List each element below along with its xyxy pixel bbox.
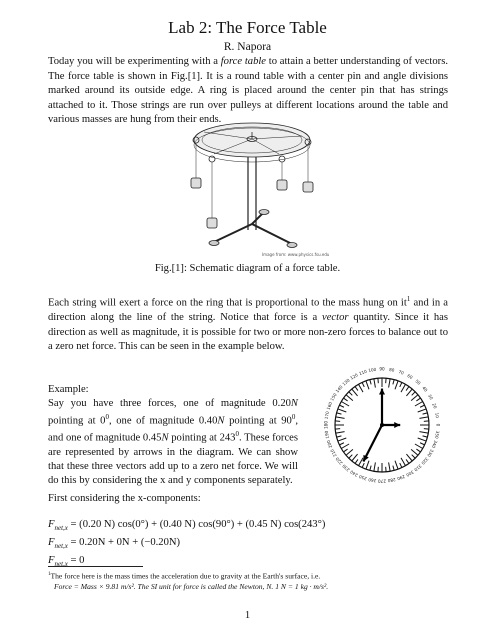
dial-angle-label: 80	[388, 366, 395, 373]
dial-tick	[406, 389, 412, 396]
footnote	[48, 570, 453, 592]
dial-tick	[349, 455, 353, 459]
author-name: R. Napora	[223, 41, 272, 53]
dial-angle-label: 250	[358, 473, 368, 482]
dial-tick	[339, 443, 344, 445]
dial-tick	[374, 379, 376, 388]
dial-tick	[336, 417, 345, 419]
figure-caption: Fig.[1]: Schematic diagram of a force table.	[154, 263, 341, 274]
dial-center-point	[380, 423, 384, 427]
dial-angle-label: 240	[349, 469, 359, 478]
dial-angle-label: 180	[323, 421, 329, 429]
dial-tick	[406, 386, 409, 390]
dial-angle-label: 310	[413, 463, 423, 473]
dial-angle-label: 270	[378, 478, 386, 484]
unit-n: N	[217, 415, 225, 427]
footnote-line-2: Force = Mass × 9.81 m/s². The SI unit for force is called the Newton, N. 1 N = 1 kg · m/s².	[54, 581, 329, 591]
dial-tick	[338, 438, 346, 441]
footnote-number: 1	[48, 572, 51, 577]
second-paragraph	[48, 292, 448, 355]
force-table-term: force table	[220, 56, 267, 67]
dial-tick	[423, 436, 428, 437]
example-text: pointing at 90	[224, 415, 292, 427]
dial-tick	[415, 402, 423, 407]
dial-tick	[400, 382, 402, 387]
dial-tick	[352, 389, 358, 396]
page-title: Lab 2: The Force Table	[168, 18, 327, 37]
example-text: pointing at 243	[168, 432, 236, 444]
equation-line	[48, 536, 325, 554]
dial-tick	[366, 381, 369, 389]
dial-angle-label: 220	[334, 456, 344, 466]
dial-angle-label: 30	[426, 393, 434, 401]
dial-angle-label: 340	[430, 439, 439, 449]
eq-rhs: = 0	[67, 555, 85, 567]
image-credit: Image from: www.physics.fsu.edu	[262, 252, 329, 257]
mass-2	[303, 182, 313, 192]
equation-line	[48, 518, 325, 536]
dial-angle-label: 300	[405, 469, 415, 478]
dial-tick	[401, 458, 406, 466]
dial-tick	[406, 454, 412, 461]
dial-tick	[393, 380, 394, 385]
dial-angle-label: 70	[397, 369, 405, 376]
dial-tick	[420, 443, 425, 445]
tripod-base	[214, 212, 292, 244]
dial-angle-label: 110	[358, 368, 368, 377]
dial-tick	[349, 392, 353, 396]
dial-tick	[359, 458, 364, 466]
dial-angle-label: 40	[421, 385, 429, 393]
dial-tick	[341, 444, 349, 449]
degree-mark: 0	[235, 430, 239, 439]
dial-angle-label: 330	[426, 448, 435, 458]
unit-n: N	[290, 397, 298, 409]
dial-angle-label: 90	[379, 366, 385, 372]
dial-tick	[362, 382, 364, 387]
intro-text-1: Today you will be experimenting with a	[48, 56, 221, 67]
dial-angle-label: 160	[325, 401, 334, 411]
dial-angle-label: 320	[420, 456, 430, 466]
dial-angle-label: 100	[367, 366, 377, 374]
dial-tick	[336, 432, 345, 434]
dial-angle-label: 290	[396, 473, 406, 482]
dial-tick	[415, 444, 423, 449]
dial-tick	[416, 449, 420, 452]
equation-block	[48, 518, 325, 572]
intro-text-2: to attain a better understanding of vectors. The force table is shown in Fig.[1]. It is a round table with a center pin and angle divisions marked around its outside edge. A ring is placed around the center pin that has strings attached to it. Those strings are run over pulleys at different locations around the table and various masses are hung from their ends.	[48, 56, 448, 126]
dial-angle-label: 140	[334, 384, 344, 394]
dial-angle-label: 0	[435, 423, 441, 427]
eq-lhs: F	[48, 519, 55, 530]
eq-sub: net,x	[54, 560, 68, 569]
dial-angle-label: 120	[349, 372, 359, 381]
force-arrow	[363, 425, 382, 462]
example-block	[48, 383, 298, 487]
dial-tick	[366, 461, 369, 469]
mass-4	[207, 218, 217, 228]
dial-tick	[362, 463, 364, 468]
example-text: . These forces are represented by arrows in the diagram. We can show that these three vectors add up to a zero net force. We will do this by considering the x and y components separately.	[48, 432, 298, 486]
force-arrowhead	[379, 389, 385, 395]
dial-tick	[423, 413, 428, 414]
dial-angle-label: 280	[387, 476, 397, 484]
unit-n: N	[161, 432, 169, 444]
mass-3	[277, 180, 287, 190]
dial-tick	[343, 398, 347, 401]
dial-angle-label: 350	[433, 430, 441, 440]
degree-mark: 0	[291, 412, 296, 421]
dial-angle-label: 50	[414, 378, 422, 386]
p2-text-2: and in a direction along the line of the string. Notice that force is a	[48, 297, 448, 324]
force-table-figure	[174, 112, 329, 260]
example-text: , one of magnitude 0.40	[108, 415, 218, 427]
dial-tick	[393, 466, 394, 471]
eq-sub: net,x	[54, 524, 68, 533]
dial-angle-label: 190	[323, 430, 331, 440]
footnote-text-1: The force here is the mass times the acceleration due to gravity at the Earth's surface, i.e.	[50, 571, 321, 581]
dial-tick	[419, 417, 428, 419]
eq-lhs: F	[48, 537, 55, 549]
dial-tick	[343, 449, 347, 452]
angle-dial-diagram	[303, 362, 461, 488]
vector-term: vector	[322, 312, 349, 324]
dial-angle-label: 60	[406, 373, 414, 381]
dial-tick	[418, 438, 426, 441]
page-number: 1	[244, 610, 251, 621]
p2-text-3: quantity. Since it has direction as well as magnitude, it is possible for two or more non-zero forces to balance out to a zero net force. This can be seen in the example below.	[48, 312, 448, 353]
dial-tick	[355, 459, 358, 463]
dial-angle-label: 130	[341, 377, 351, 387]
dial-tick	[346, 449, 353, 455]
dial-tick	[412, 392, 416, 396]
dial-angle-label: 260	[367, 476, 377, 484]
dial-tick	[339, 405, 344, 407]
dial-angle-label: 150	[329, 392, 338, 402]
x-components-intro: First considering the x-components:	[48, 493, 201, 504]
dial-tick	[419, 432, 428, 434]
dial-tick	[352, 454, 358, 461]
dial-angle-label: 200	[325, 439, 334, 449]
force-table-drawing	[174, 112, 329, 260]
dial-tick	[401, 384, 406, 392]
dial-angle-label: 20	[431, 402, 438, 410]
pulley-4	[209, 156, 215, 162]
dial-angle-label: 170	[323, 410, 331, 420]
p2-text-1: Each string will exert a force on the ring that is proportional to the mass hung on it	[48, 297, 407, 309]
footnote-line-1	[48, 570, 453, 582]
example-text: , and one of magnitude 0.45	[48, 415, 298, 444]
example-text: pointing at 0	[48, 415, 106, 427]
dial-tick	[420, 405, 425, 407]
dial-tick	[395, 461, 398, 469]
dial-tick	[341, 402, 349, 407]
dial-tick	[395, 381, 398, 389]
dial-angle-label: 10	[434, 412, 441, 419]
dial-tick	[370, 380, 371, 385]
mass-1	[191, 178, 201, 188]
footnote-rule	[48, 566, 143, 567]
dial-tick	[359, 384, 364, 392]
dial-tick	[412, 455, 416, 459]
dial-tick	[370, 466, 371, 471]
eq-lhs: F	[48, 555, 55, 567]
example-text: Say you have three forces, one of magnitude 0.20	[48, 397, 291, 409]
dial-angle-label: 230	[341, 463, 351, 473]
dial-tick	[411, 395, 418, 401]
dial-tick	[389, 379, 391, 388]
dial-tick	[416, 398, 420, 401]
dial-tick	[338, 409, 346, 412]
dial-angle-label: 210	[329, 448, 338, 458]
dial-tick	[400, 463, 402, 468]
dial-tick	[355, 386, 358, 390]
eq-rhs: = (0.20 N) cos(0°) + (0.40 N) cos(90°) + (0.45 N) cos(243°)	[67, 519, 326, 530]
dial-tick	[411, 449, 418, 455]
eq-sub: net,x	[54, 542, 68, 551]
dial-tick	[389, 462, 391, 471]
dial-tick	[346, 395, 353, 401]
eq-rhs: = 0.20N + 0N + (−0.20N)	[67, 537, 181, 549]
force-arrowhead	[394, 422, 400, 428]
dial-tick	[337, 413, 342, 414]
footnote-marker: 1	[406, 295, 411, 303]
dial-tick	[337, 436, 342, 437]
dial-tick	[418, 409, 426, 412]
example-label: Example:	[48, 384, 89, 395]
dial-tick	[406, 459, 409, 463]
degree-mark: 0	[105, 412, 109, 421]
dial-tick	[374, 462, 376, 471]
